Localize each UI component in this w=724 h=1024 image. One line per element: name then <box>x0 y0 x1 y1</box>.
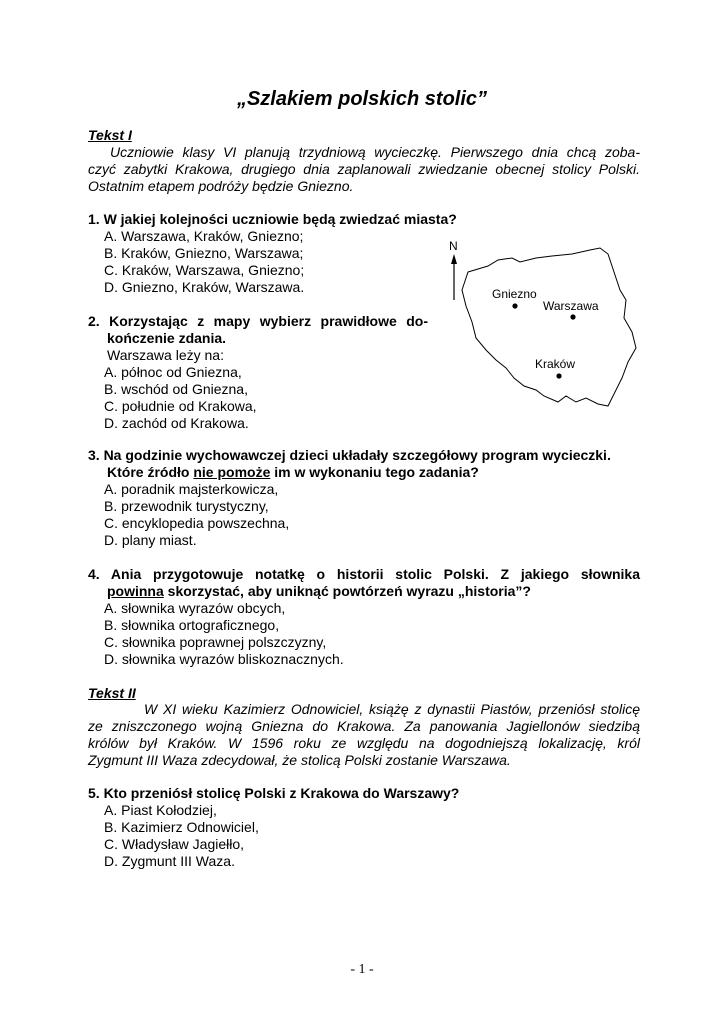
poland-map <box>440 236 650 416</box>
north-label: N <box>449 239 458 253</box>
text1-line: Uczniowie klasy VI planują trzydniową wycieczkę. Pierwszego dnia chcą zoba- <box>110 144 640 160</box>
q3-option-c: C. encyklopedia powszechna, <box>104 515 290 531</box>
q1-option-d: D. Gniezno, Kraków, Warszawa. <box>104 279 305 295</box>
q3-option-d: D. plany miast. <box>104 532 197 548</box>
city-label-warszawa: Warszawa <box>543 299 599 313</box>
question-3-line-2 <box>107 464 479 480</box>
question-4-line-1: 4. Ania przygotowuje notatkę o historii stolic Polski. Z jakiego słownika <box>88 566 640 582</box>
question-2-line-1: 2. Korzystając z mapy wybierz prawidłowe do- <box>88 313 428 329</box>
question-4-line-2 <box>107 583 531 599</box>
text1-header: Tekst I <box>88 127 132 143</box>
q3-text-post: im w wykonaniu tego zadania? <box>270 464 479 480</box>
page-number: - 1 - <box>350 962 374 977</box>
text2-line: królów był Kraków. W 1596 roku ze względu na dogodniejszą lokalizację, król <box>88 735 640 751</box>
q4-option-b: B. słownika ortograficznego, <box>104 617 280 633</box>
text1-line: czyć zabytki Krakowa, drugiego dnia zaplanowali zwiedzanie obecnej stolicy Polski. <box>88 161 640 177</box>
q5-option-a: A. Piast Kołodziej, <box>104 802 217 818</box>
q2-option-b: B. wschód od Gniezna, <box>104 381 248 397</box>
text2-paragraph <box>88 701 640 769</box>
question-2-line-2: kończenie zdania. <box>107 330 227 346</box>
q3-emphasis: nie pomoże <box>193 464 271 480</box>
question-3-line-1: 3. Na godzinie wychowawczej dzieci układały szczegółowy program wycieczki. <box>88 447 611 463</box>
question-1: 1. W jakiej kolejności uczniowie będą zwiedzać miasta? <box>88 211 457 227</box>
city-dot-gniezno <box>512 303 517 308</box>
page-title: „Szlakiem polskich stolic” <box>236 88 488 110</box>
text2-line: Zygmunt III Waza zdecydował, że stolicą Polski zostanie Warszawa. <box>88 752 511 768</box>
text2-header: Tekst II <box>88 685 136 701</box>
q1-option-c: C. Kraków, Warszawa, Gniezno; <box>104 262 305 278</box>
text2-line: ze zniszczonego wojną Gniezna do Krakowa. Za panowania Jagiellonów siedzibą <box>88 718 640 734</box>
q4-option-c: C. słownika poprawnej polszczyzny, <box>104 634 327 650</box>
q3-text-pre: Które źródło <box>107 464 194 480</box>
q5-option-c: C. Władysław Jagiełło, <box>104 836 245 852</box>
city-label-krakow: Kraków <box>535 357 576 371</box>
city-dot-warszawa <box>570 314 575 319</box>
q4-emphasis: powinna <box>107 583 164 599</box>
city-dot-krakow <box>556 373 561 378</box>
q2-option-c: C. południe od Krakowa, <box>104 398 257 414</box>
q3-option-b: B. przewodnik turystyczny, <box>104 498 269 514</box>
q2-option-d: D. zachód od Krakowa. <box>104 415 249 431</box>
text1-line: Ostatnim etapem podróży będzie Gniezno. <box>88 178 354 194</box>
q5-option-b: B. Kazimierz Odnowiciel, <box>104 819 259 835</box>
city-label-gniezno: Gniezno <box>492 287 537 301</box>
q4-option-a: A. słownika wyrazów obcych, <box>104 600 286 616</box>
text2-line: W XI wieku Kazimierz Odnowiciel, książę z dynastii Piastów, przeniósł stolicę <box>144 701 640 717</box>
q2-option-a: A. północ od Gniezna, <box>104 364 242 380</box>
q1-option-a: A. Warszawa, Kraków, Gniezno; <box>104 228 304 244</box>
question-5: 5. Kto przeniósł stolicę Polski z Krakowa do Warszawy? <box>88 785 460 801</box>
q4-option-d: D. słownika wyrazów bliskoznacznych. <box>104 651 344 667</box>
q2-stem: Warszawa leży na: <box>107 347 224 363</box>
poland-outline <box>462 248 636 406</box>
q4-text-post: skorzystać, aby uniknąć powtórzeń wyrazu „historia”? <box>163 583 531 599</box>
q5-option-d: D. Zygmunt III Waza. <box>104 853 235 869</box>
q1-option-b: B. Kraków, Gniezno, Warszawa; <box>104 245 304 261</box>
q3-option-a: A. poradnik majsterkowicza, <box>104 481 279 497</box>
text1-paragraph <box>88 144 640 195</box>
north-arrow-icon <box>451 254 457 300</box>
